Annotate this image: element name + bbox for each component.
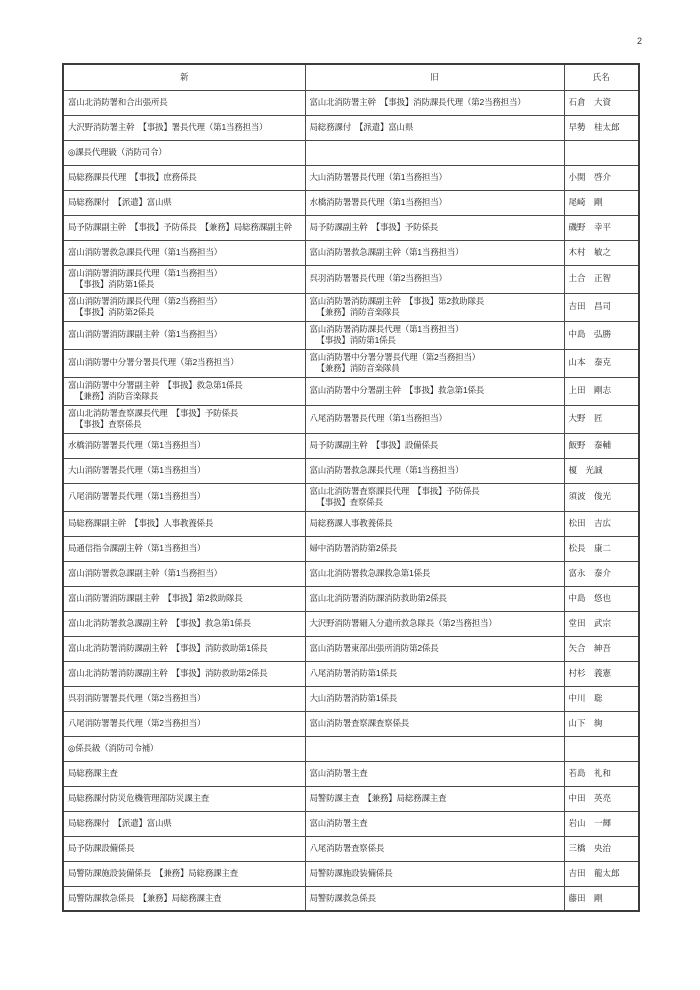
table-row	[63, 711, 639, 736]
table-row	[63, 115, 639, 140]
table-row	[63, 836, 639, 861]
cell-old-position	[305, 761, 564, 786]
cell-person-name	[564, 886, 639, 911]
cell-person-name-line: 中田 英亮	[568, 792, 612, 803]
cell-old-position	[305, 458, 564, 483]
cell-old-position-line: 局警防課施設装備係長	[309, 867, 393, 878]
section-row	[63, 140, 639, 165]
table-row	[63, 886, 639, 911]
cell-old-position-line: 局予防課副主幹 【事扱】予防係長	[309, 221, 439, 232]
cell-old-position-line: 富山消防署中分署副主幹 【事扱】救急第1係長	[309, 385, 485, 396]
cell-new-position	[63, 736, 305, 761]
table-row	[63, 611, 639, 636]
cell-new-position	[63, 711, 305, 736]
cell-new-position-line: 【事扱】査察係長	[75, 419, 142, 429]
cell-new-position-line: 富山消防署中分署副主幹 【事扱】救急第1係長	[68, 379, 243, 390]
cell-old-position	[305, 240, 564, 265]
cell-new-position-line: 富山消防署消防課副主幹 【事扱】第2救助隊長	[68, 592, 243, 603]
cell-person-name	[564, 686, 639, 711]
cell-new-position-line: 局警防課施設装備係長 【兼務】局総務課主査	[68, 867, 239, 878]
cell-old-position-line: 【事扱】査察係長	[316, 497, 383, 507]
cell-person-name-line: 須波 俊光	[568, 491, 612, 502]
cell-old-position-line: 婦中消防署消防第2係長	[309, 542, 398, 553]
cell-new-position	[63, 561, 305, 586]
cell-new-position	[63, 215, 305, 240]
cell-old-position	[305, 736, 564, 761]
cell-person-name-line: 磯野 幸平	[568, 221, 612, 232]
cell-new-position-line: 富山消防署消防課副主幹（第1当務担当）	[68, 329, 222, 340]
table-row	[63, 686, 639, 711]
cell-new-position	[63, 293, 305, 321]
cell-new-position	[63, 686, 305, 711]
cell-old-position	[305, 536, 564, 561]
cell-new-position-line: 大山消防署署長代理（第1当務担当）	[68, 464, 206, 475]
cell-person-name	[564, 661, 639, 686]
cell-person-name	[564, 636, 639, 661]
cell-new-position-line: 富山北消防署消防課副主幹 【事扱】消防救助第2係長	[68, 667, 268, 678]
cell-old-position	[305, 90, 564, 115]
cell-old-position	[305, 215, 564, 240]
cell-old-position-line: 局予防課副主幹 【事扱】設備係長	[309, 439, 439, 450]
cell-old-position	[305, 265, 564, 293]
cell-old-position-line: 富山消防署救急課長代理（第1当務担当）	[309, 464, 464, 475]
cell-new-position-line: 富山消防署消防課長代理（第1当務担当）	[68, 267, 222, 278]
table-body	[63, 90, 639, 911]
cell-person-name	[564, 811, 639, 836]
cell-person-name-line: 土合 正智	[568, 273, 612, 284]
cell-new-position	[63, 811, 305, 836]
cell-person-name-line: 矢合 紳吾	[568, 642, 612, 653]
cell-old-position	[305, 586, 564, 611]
cell-old-position	[305, 321, 564, 349]
cell-old-position-line: 呉羽消防署署長代理（第2当務担当）	[309, 273, 447, 284]
cell-new-position	[63, 511, 305, 536]
cell-new-position-line: 富山消防署救急課長代理（第1当務担当）	[68, 246, 222, 257]
cell-old-position	[305, 836, 564, 861]
cell-person-name	[564, 405, 639, 433]
cell-person-name	[564, 561, 639, 586]
cell-new-position	[63, 190, 305, 215]
table-row	[63, 215, 639, 240]
cell-old-position-line: 八尾消防署消防第1係長	[309, 667, 398, 678]
table-row	[63, 761, 639, 786]
cell-person-name-line: 木村 敏之	[568, 246, 612, 257]
cell-person-name-line: 中島 弘勝	[568, 329, 612, 340]
cell-old-position	[305, 886, 564, 911]
cell-person-name	[564, 586, 639, 611]
cell-new-position-line: 局通信指令課副主幹（第1当務担当）	[68, 542, 206, 553]
cell-person-name	[564, 786, 639, 811]
cell-old-position-line: 【事扱】消防第1係長	[316, 335, 396, 345]
cell-person-name-line: 松田 吉広	[568, 517, 612, 528]
cell-person-name	[564, 861, 639, 886]
table-row	[63, 321, 639, 349]
cell-new-position-line: 局総務課付 【派遣】富山県	[68, 196, 172, 207]
cell-person-name-line: 藤田 剛	[568, 892, 603, 903]
cell-new-position	[63, 377, 305, 405]
cell-person-name-line: 富永 泰介	[568, 567, 612, 578]
cell-person-name-line: 尾崎 剛	[568, 196, 603, 207]
column-header-new: 新	[63, 64, 305, 90]
cell-new-position-line: 富山北消防署消防課副主幹 【事扱】消防救助第1係長	[68, 642, 268, 653]
table-row	[63, 861, 639, 886]
cell-new-position	[63, 349, 305, 377]
cell-person-name	[564, 736, 639, 761]
cell-old-position-line: 富山北消防署救急課救急第1係長	[309, 567, 431, 578]
cell-old-position-line: 富山北消防署主幹 【事扱】消防課長代理（第2当務担当）	[309, 96, 526, 107]
cell-person-name	[564, 165, 639, 190]
table-row	[63, 240, 639, 265]
table-row	[63, 661, 639, 686]
cell-old-position-line: 局総務課人事教養係長	[309, 517, 393, 528]
cell-new-position-line: 【兼務】消防音楽隊長	[75, 391, 159, 401]
cell-new-position	[63, 611, 305, 636]
table-row	[63, 483, 639, 511]
cell-new-position	[63, 483, 305, 511]
cell-old-position-line: 水橋消防署署長代理（第1当務担当）	[309, 196, 447, 207]
cell-new-position-line: ◎係長級（消防司令補）	[68, 742, 159, 753]
cell-old-position	[305, 661, 564, 686]
cell-person-name-line: 小関 啓介	[568, 171, 612, 182]
cell-old-position	[305, 377, 564, 405]
table-row	[63, 636, 639, 661]
cell-new-position-line: 局予防課設備係長	[68, 842, 135, 853]
cell-person-name-line: 中島 悠也	[568, 592, 612, 603]
cell-person-name-line: 松長 康二	[568, 542, 612, 553]
cell-old-position-line: 富山北消防署査察課長代理 【事扱】予防係長	[309, 485, 480, 496]
cell-new-position	[63, 761, 305, 786]
cell-old-position-line: 大山消防署署長代理（第1当務担当）	[309, 171, 447, 182]
cell-old-position-line: 富山消防署査察課査察係長	[309, 717, 410, 728]
cell-person-name-line: 中川 聡	[568, 692, 603, 703]
table-row	[63, 265, 639, 293]
cell-new-position-line: 富山北消防署救急課副主幹 【事扱】救急第1係長	[68, 617, 251, 628]
cell-old-position	[305, 561, 564, 586]
section-row	[63, 736, 639, 761]
table-row	[63, 458, 639, 483]
column-header-name: 氏名	[564, 64, 639, 90]
cell-person-name-line: 早勢 桂太郎	[568, 121, 620, 132]
table-row	[63, 433, 639, 458]
cell-old-position	[305, 140, 564, 165]
cell-old-position-line: 富山消防署中分署分署長代理（第2当務担当）	[309, 351, 481, 362]
cell-person-name-line: 若島 礼和	[568, 767, 612, 778]
table-row	[63, 90, 639, 115]
cell-old-position	[305, 686, 564, 711]
cell-person-name	[564, 190, 639, 215]
cell-person-name	[564, 511, 639, 536]
cell-old-position	[305, 611, 564, 636]
cell-old-position	[305, 711, 564, 736]
cell-old-position	[305, 165, 564, 190]
cell-new-position	[63, 165, 305, 190]
cell-new-position-line: 富山北消防署査察課長代理 【事扱】予防係長	[68, 407, 239, 418]
cell-new-position	[63, 433, 305, 458]
cell-person-name	[564, 761, 639, 786]
cell-person-name-line: 大野 匠	[568, 413, 603, 424]
cell-old-position-line: 富山消防署主査	[309, 767, 368, 778]
cell-person-name-line: 吉田 龍太郎	[568, 867, 620, 878]
cell-person-name	[564, 836, 639, 861]
cell-new-position-line: ◎課長代理級（消防司令）	[68, 146, 167, 157]
cell-new-position-line: 局予防課副主幹 【事扱】予防係長 【兼務】局総務課副主幹	[68, 221, 292, 232]
cell-new-position-line: 富山消防署消防課長代理（第2当務担当）	[68, 295, 222, 306]
cell-new-position-line: 大沢野消防署主幹 【事扱】署長代理（第1当務担当）	[68, 121, 268, 132]
cell-person-name	[564, 377, 639, 405]
cell-person-name	[564, 215, 639, 240]
cell-new-position-line: 呉羽消防署署長代理（第2当務担当）	[68, 692, 206, 703]
cell-new-position	[63, 140, 305, 165]
table-row	[63, 786, 639, 811]
cell-new-position	[63, 836, 305, 861]
cell-person-name	[564, 140, 639, 165]
cell-old-position-line: 【兼務】消防音楽隊員	[316, 363, 400, 373]
cell-person-name-line: 村杉 義憲	[568, 667, 612, 678]
cell-old-position-line: 大沢野消防署細入分遣所救急隊長（第2当務担当）	[309, 617, 497, 628]
cell-person-name-line: 上田 剛志	[568, 385, 612, 396]
cell-new-position	[63, 636, 305, 661]
cell-person-name-line: 吉田 昌司	[568, 301, 612, 312]
cell-new-position-line: 局総務課主査	[68, 767, 118, 778]
cell-new-position	[63, 861, 305, 886]
cell-new-position	[63, 115, 305, 140]
cell-person-name	[564, 293, 639, 321]
cell-new-position	[63, 786, 305, 811]
cell-new-position-line: 【事扱】消防第1係長	[75, 279, 155, 289]
table-row	[63, 536, 639, 561]
cell-new-position-line: 八尾消防署署長代理（第1当務担当）	[68, 491, 206, 502]
cell-person-name	[564, 433, 639, 458]
cell-person-name	[564, 483, 639, 511]
cell-new-position	[63, 240, 305, 265]
cell-old-position	[305, 861, 564, 886]
cell-new-position	[63, 661, 305, 686]
cell-person-name-line: 榎 光誠	[568, 464, 603, 475]
cell-old-position	[305, 511, 564, 536]
cell-new-position-line: 局総務課副主幹 【事扱】人事教養係長	[68, 517, 214, 528]
cell-old-position-line: 大山消防署消防第1係長	[309, 692, 398, 703]
cell-old-position-line: 局警防課主査 【兼務】局総務課主査	[309, 792, 447, 803]
cell-person-name	[564, 458, 639, 483]
cell-person-name	[564, 611, 639, 636]
cell-old-position	[305, 636, 564, 661]
cell-person-name-line: 堂田 武宗	[568, 617, 612, 628]
cell-new-position-line: 水橋消防署署長代理（第1当務担当）	[68, 439, 206, 450]
cell-old-position	[305, 115, 564, 140]
cell-new-position	[63, 321, 305, 349]
cell-new-position-line: 八尾消防署署長代理（第2当務担当）	[68, 717, 206, 728]
cell-old-position-line: 富山消防署消防課副主幹 【事扱】第2救助隊長	[309, 295, 485, 306]
table-row	[63, 405, 639, 433]
cell-old-position	[305, 811, 564, 836]
cell-old-position-line: 富山北消防署消防課消防救助第2係長	[309, 592, 447, 603]
cell-person-name-line: 岩山 一輝	[568, 817, 612, 828]
cell-person-name	[564, 115, 639, 140]
cell-old-position-line: 局総務課付 【派遣】富山県	[309, 121, 414, 132]
table-row	[63, 377, 639, 405]
table-row	[63, 811, 639, 836]
cell-new-position-line: 局総務課長代理 【事扱】庶務係長	[68, 171, 197, 182]
table-row	[63, 349, 639, 377]
table-row	[63, 165, 639, 190]
cell-old-position	[305, 786, 564, 811]
cell-old-position	[305, 349, 564, 377]
cell-new-position	[63, 458, 305, 483]
cell-person-name	[564, 349, 639, 377]
cell-new-position-line: 富山消防署救急課副主幹（第1当務担当）	[68, 567, 222, 578]
cell-person-name-line: 山下 絢	[568, 717, 603, 728]
table-row	[63, 190, 639, 215]
cell-old-position-line: 局警防課救急係長	[309, 892, 376, 903]
table-row	[63, 511, 639, 536]
cell-new-position-line: 局警防課救急係長 【兼務】局総務課主査	[68, 892, 222, 903]
cell-old-position	[305, 190, 564, 215]
cell-person-name-line: 三橋 央治	[568, 842, 612, 853]
table-row	[63, 293, 639, 321]
table-row	[63, 586, 639, 611]
cell-new-position-line: 富山消防署中分署分署長代理（第2当務担当）	[68, 357, 239, 368]
table-row	[63, 561, 639, 586]
cell-new-position-line: 【事扱】消防第2係長	[75, 307, 155, 317]
cell-person-name	[564, 240, 639, 265]
cell-new-position-line: 局総務課付 【派遣】富山県	[68, 817, 172, 828]
cell-person-name	[564, 90, 639, 115]
cell-new-position	[63, 90, 305, 115]
cell-person-name	[564, 321, 639, 349]
cell-old-position	[305, 293, 564, 321]
cell-old-position	[305, 483, 564, 511]
cell-person-name	[564, 265, 639, 293]
cell-new-position	[63, 536, 305, 561]
cell-old-position	[305, 433, 564, 458]
column-header-old: 旧	[305, 64, 564, 90]
cell-old-position-line: 八尾消防署署長代理（第1当務担当）	[309, 413, 447, 424]
cell-new-position	[63, 886, 305, 911]
cell-person-name-line: 飯野 泰輔	[568, 439, 612, 450]
cell-old-position	[305, 405, 564, 433]
cell-new-position-line: 局総務課付防災危機管理部防災課主査	[68, 792, 210, 803]
cell-new-position	[63, 586, 305, 611]
cell-old-position-line: 富山消防署主査	[309, 817, 368, 828]
cell-old-position-line: 富山消防署消防課長代理（第1当務担当）	[309, 323, 464, 334]
cell-person-name	[564, 711, 639, 736]
cell-new-position	[63, 405, 305, 433]
cell-person-name-line: 石倉 大資	[568, 96, 612, 107]
cell-new-position-line: 富山北消防署和合出張所長	[68, 96, 168, 107]
cell-person-name	[564, 536, 639, 561]
header-row	[63, 64, 639, 90]
page-number: 2	[636, 36, 642, 46]
cell-person-name-line: 山本 泰克	[568, 357, 612, 368]
cell-old-position-line: 八尾消防署査察係長	[309, 842, 385, 853]
cell-old-position-line: 【兼務】消防音楽隊長	[316, 307, 400, 317]
personnel-transfer-table	[62, 63, 640, 912]
cell-old-position-line: 富山消防署東部出張所消防第2係長	[309, 642, 439, 653]
cell-new-position	[63, 265, 305, 293]
cell-old-position-line: 富山消防署救急課副主幹（第1当務担当）	[309, 246, 464, 257]
